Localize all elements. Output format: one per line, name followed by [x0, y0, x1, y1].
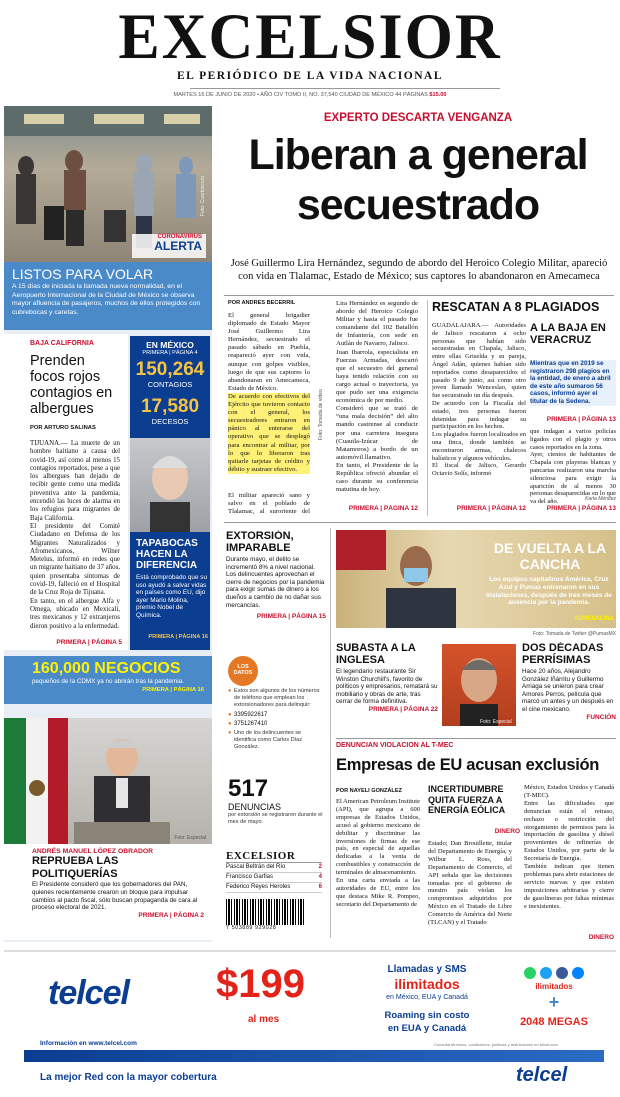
- bc-text: TIJUANA.— La muerte de un hombre haitiano a causa del covid-19, así como al menos 15 contagios reportados, pese a que los albergues han dejado de recibir gente como una medida preventiva ante la pandemia, encendió las luces de alarma en los refugios para migrantes de Baja California. El presidente del Comité Ciudadano en Defensa de los Migrantes Naturalizados y Afromexicanos, Wilner Metelus, informó en redes que un migrante haitiano de 37 años, quien presentaba síntomas de covid-19, falleció en el Hospital de la Cruz Roja de Tijuana. En tanto, en el albergue Alfa y Omega, ubicado en Mexicali, tres mexicanos y 12 extranjeros dieron positivo a la enfermedad.: [30, 440, 120, 630]
- dato2: ● Uno de los delincuentes se identifica como Carlos Díaz González.: [228, 730, 303, 750]
- masthead: [0, 0, 620, 104]
- amlo-credit: Foto: Especial: [174, 835, 206, 841]
- whatsapp-icon: [524, 967, 536, 979]
- ad-social: ilimitados: [535, 982, 573, 991]
- amlo-head: REPRUEBA LAS POLITIQUERÍAS: [32, 855, 119, 880]
- bc-section: BAJA CALIFORNIA: [30, 340, 94, 347]
- subasta-ref: PRIMERA | PÁGINA 22: [368, 705, 438, 713]
- columnist-name: Francisco Garfias: [226, 874, 274, 880]
- denuncias-num: 517: [228, 776, 269, 802]
- ad-info: Información en www.telcel.com: [40, 1040, 137, 1047]
- cancha-head: DE VUELTA A LA CANCHA: [493, 540, 607, 572]
- subasta-head: SUBASTA A LA INGLESA: [336, 642, 416, 666]
- extorsion-head: EXTORSIÓN, IMPARABLE: [226, 530, 294, 554]
- alerta-tag: CORONAVIRUS: [157, 234, 202, 240]
- telcel-ad: [4, 950, 616, 1094]
- dateline-text: MARTES 16 DE JUNIO DE 2020 • AÑO CIV TOMO II, NO. 37,540 CIUDAD DE MÉXICO 44 PÁGINAS: [173, 92, 428, 98]
- veracruz-ref2: PRIMERA | PÁGINA 13: [546, 505, 616, 512]
- bc-head: Prenden focos rojos contagios en albergues: [30, 353, 113, 417]
- mx-title: EN MÉXICO: [146, 340, 194, 350]
- plagiados-head: RESCATAN A 8 PLAGIADOS: [432, 300, 600, 314]
- subasta-text: El legendario restaurante Sir Winston Churchill's, favorito de políticos y empresarios, rematará su mobiliario y obras de arte, tras cerrar de forma definitiva.: [336, 668, 438, 706]
- amlo-ref: PRIMERA | PÁGINA 2: [138, 912, 204, 920]
- cancha-text: Los equipos capitalinos América, Cruz Azul y Pumas entrenaron en sus instalaciones, después de tres meses de ausencia por la pandemia.: [486, 576, 612, 607]
- columnist-row: [226, 883, 322, 893]
- veracruz-head: A LA BAJA EN VERACRUZ: [530, 322, 606, 346]
- decesos-num: 17,580: [140, 396, 200, 417]
- ad-slogan: La mejor Red con la mayor cobertura: [40, 1072, 217, 1083]
- molina-photo: [130, 438, 210, 532]
- tmec-col2: Estado; Dan Brouillette, titular del Departamento de Energía; y Wilbur L. Ross, del Departamento de Comercio, el API señala que las decisiones tomadas por el gobierno de nuestro país violan los compromisos adquiridos por México en el Tratado de Libre Comercio de América del Norte (TLCAN) y el Tratado: [428, 840, 512, 927]
- subasta: [336, 642, 438, 734]
- decadas: [522, 642, 616, 734]
- ad-megas: 2048 MEGAS: [520, 1016, 588, 1028]
- negocios-num: 160,000 NEGOCIOS: [32, 660, 181, 677]
- tmec-subref: DINERO: [494, 828, 520, 835]
- box-rows: [226, 863, 322, 893]
- decadas-head: DOS DÉCADAS PERRÍSIMAS: [522, 642, 604, 666]
- plagiados: [432, 300, 616, 516]
- contagios-num: 150,264: [135, 359, 205, 380]
- main-kicker: EXPERTO DESCARTA VENGANZA: [323, 112, 513, 124]
- ad-line3: en México, EUA y Canadá: [386, 994, 468, 1001]
- baja-california: [4, 334, 128, 650]
- facebook-icon: [556, 967, 568, 979]
- negocios-ref: PRIMERA | PÁGINA 16: [142, 687, 204, 693]
- plagiados-text: GUADALAJARA.— Autoridades de Jalisco rescataron a ocho personas que habían sido secuestradas en Chapala, Jalisco, entre ellas Griselda y su pareja, Ángel Adán, quienes habían sido reportados como desaparecidos el pasado 9 de junio, así como otro joven llamado Wenceslao, quien fue secuestrado un día después. De acuerdo con la Fiscalía del estado, tres personas fueron detenidas para indagar su participación en los hechos. Los plagiados fueron localizados en una finca, donde también se encontraron armas, chalecos balísticos y algunos vehículos. El fiscal de Jalisco, Gerardo Octavio Solís, informó: [432, 322, 526, 478]
- columnist-page: 2: [318, 864, 322, 870]
- masthead-title: EXCELSIOR: [118, 1, 502, 73]
- barcode-number: 7 503889 929028: [226, 925, 277, 931]
- main-byline: POR ANDRÉS BECERRIL: [228, 300, 296, 306]
- vuelo-text: A 15 días de iniciada la llamada nueva normalidad, en el Aeropuerto Internacional de la Ciudad de México se observa mayor afluencia de pasajeros, muchos de ellos protegidos con cubrebocas y caretas.: [12, 283, 201, 316]
- tapa-text: Está comprobado que su uso ayudó a salvar vidas en países como EU, dijo ayer Mario Molina, premio Nobel de Química.: [136, 574, 208, 619]
- ad-line4: Roaming sin costo: [384, 1010, 470, 1021]
- mx-ref: PRIMERA | PÁGINA 4: [142, 350, 198, 356]
- ad-price: $199: [216, 962, 305, 1006]
- vuelo-title: LISTOS PARA VOLAR: [12, 266, 154, 282]
- ad-band: [24, 1050, 604, 1062]
- columnist-name: Federico Reyes Heroles: [226, 884, 291, 890]
- denuncias-text: por extorsión se registraron durante el mes de mayo.: [228, 812, 323, 825]
- main-credit: Foto: Tomada de video: [318, 389, 324, 440]
- dateline: [0, 92, 620, 98]
- datos-list: [228, 688, 324, 776]
- tmec-section: DENUNCIAN VIOLACIÓN AL T-MEC: [336, 742, 454, 749]
- phone2: ● 3751267410: [228, 721, 268, 727]
- inarritu-photo: [442, 644, 516, 726]
- main-ref: PRIMERA | PÁGINA 12: [348, 505, 418, 512]
- tmec-subhead: INCERTIDUMBRE QUITA FUERZA A ENERGÍA EÓLICA: [428, 784, 506, 815]
- denuncias: [228, 776, 324, 836]
- tmec-ref: DINERO: [588, 934, 614, 941]
- tmec-head: Empresas de EU acusan exclusión: [336, 756, 600, 774]
- alerta-label: ALERTA: [154, 239, 202, 253]
- tmec-col3: México, Estados Unidos y Canadá (T-MEC). Entre las dificultades que denuncian están el retraso, rechazo o restricción del otorgamiento de permisos para la importación de gasolina y diésel provenientes de refinerías de Estados Unidos, por parte de la Secretaría de Energía. También indican que tienen problemas para abrir estaciones de servicio nuevas y que existen imposiciones arbitrarias y cierre de gasolineras por faltas mínimas e inexistentes.: [524, 784, 614, 910]
- ad-fine: Consulta términos, condiciones, políticas y restricciones en telcel.com: [434, 1042, 558, 1047]
- tapa-head: TAPABOCAS HACEN LA DIFERENCIA: [136, 538, 198, 571]
- decadas-ref: FUNCIÓN: [586, 713, 616, 721]
- columnist-page: 4: [318, 874, 322, 880]
- cancha-credit: Foto: Tomada de Twitter @PumasMX: [533, 631, 616, 637]
- main-col1-highlight: De acuerdo con efectivos del Ejército que tuvieron contacto con el general, los secuestradores entraron en pánico al enterarse del operativo que se desplegó para encontrar al militar, por lo que lo liberaron tras quitarle tarjetas de crédito y débito y sustraer efectivo.: [228, 392, 310, 473]
- barcode: [226, 899, 306, 925]
- negocios-text: pequeños de la CDMX ya no abrirán tras la pandemia.: [32, 678, 184, 685]
- veracruz-credit: Karla Méndez: [585, 496, 616, 502]
- amlo-text-block: [4, 844, 212, 940]
- tmec: [336, 742, 616, 942]
- columnist-row: [226, 873, 322, 883]
- extorsion-text: Durante mayo, el delito se incrementó 8% a nivel nacional. Los delincuentes aprovechan el cierre de negocios por la pandemia para exigir sumas de dinero a los dueños a cambio de no dañar sus mercancías.: [226, 556, 325, 609]
- airport-photo: [4, 106, 212, 262]
- ad-brand: telcel: [48, 974, 129, 1012]
- contagios-label: CONTAGIOS: [147, 380, 193, 389]
- veracruz-text2: que indagan a varios policías ligados con el plagio y otros casos reportados en la zona. Ayer, cientos de habitantes de Chapala con playeras blancas y pancartas realizaron una marcha silenciosa para exigir la aparición de al menos 30 personas desaparecidas en lo que va del año.: [530, 428, 616, 506]
- datos-badge-1: LOS: [237, 664, 249, 670]
- dato1: ● Éstos son algunos de los números de teléfono que emplean los extorsionadores para delinquir:: [228, 688, 320, 708]
- amlo-photo: [4, 718, 212, 844]
- los-datos-badge: [228, 656, 258, 686]
- tmec-col1: El American Petroleum Institute (API), que agrupa a 600 empresas de Estados Unidos, acusó al gobierno mexicano de debilitar y discriminar las inversiones de firmas de ese país, en especial de aquellas dedicadas a la venta de combustibles y construcción de terminales de almacenamiento. En una carta enviada a las autoridades de EU, entre los que destaca Mike R. Pompeo, secretario del Departamento de: [336, 798, 420, 908]
- amlo-name: ANDRÉS MANUEL LÓPEZ OBRADOR: [32, 848, 154, 855]
- listos-para-volar: [4, 262, 212, 330]
- columnist-name: Pascal Beltrán del Río: [226, 864, 286, 870]
- phone1: ● 3395922617: [228, 712, 268, 718]
- dato1-text: Éstos son algunos de los números de teléfono que emplean los extorsionadores para delinquir:: [234, 688, 320, 708]
- main-col2-text: Lira Hernández es segundo de abordo del Heroico Colegio Militar y hasta el pasado fue comandante del 102 Batallón de Infantería, con sede en Autlán de Navarro, Jalisco. Juan Ibarrola, especialista en Fuerzas Armadas, descartó que el secuestro del general haya tenido relación con su cargo actual o trayectoria, ya que pudo ser una exigencia económica de por medio. Consideró que se trató de “una mala decisión” del alto mando castrense al conducir por una carretera insegura (Cuautla-Izúcar de Matamoros) a bordo de un automóvil llamativo. En tanto, el Presidente de la República ofreció abundar el caso durante su conferencia matutina de hoy.: [336, 300, 418, 494]
- main-col1: [228, 300, 310, 516]
- columnist-page: 6: [318, 884, 322, 890]
- ad-line5: en EUA y Canadá: [387, 1023, 467, 1034]
- dato2-text: Uno de los delincuentes se identifica como Carlos Díaz González.: [234, 730, 303, 750]
- cancha-photo: [336, 530, 616, 628]
- plagiados-ref: PRIMERA | PÁGINA 12: [456, 505, 526, 512]
- columnistas-box: [226, 850, 322, 932]
- main-col2: [336, 300, 418, 516]
- veracruz-text1: Mientras que en 2019 se registraron 298 plagios en la entidad, de enero a abril de este año sumaron 56 casos, informó ayer el titular de la Sedena.: [530, 360, 616, 406]
- veracruz-ref1: PRIMERA | PÁGINA 13: [546, 416, 616, 423]
- bc-ref: PRIMERA | PÁGINA 5: [56, 639, 122, 646]
- extorsion: [226, 530, 326, 650]
- box-logo: EXCELSIOR: [226, 850, 322, 863]
- masthead-subtitle: EL PERIÓDICO DE LA VIDA NACIONAL: [176, 70, 443, 82]
- decesos-label: DECESOS: [151, 417, 189, 426]
- datos-badge-2: DATOS: [233, 670, 253, 676]
- main-headline: Liberan a general secuestrado: [248, 131, 588, 229]
- price: $15.00: [429, 92, 447, 98]
- ad-line2: ilimitados: [394, 976, 460, 992]
- cancha-ref: ADRENALINA: [574, 616, 614, 622]
- decadas-text: Hace 20 años, Alejandro González Iñárritu y Guillermo Arriaga se unieron para crear Amores Perros, película que marcó un antes y un después en el cine mexicano.: [522, 668, 614, 713]
- messenger-icon: [572, 967, 584, 979]
- main-col1-end: El militar apareció sano y salvo en el poblado de Tlalamac, al suroriente del: [228, 491, 310, 516]
- ad-plus: +: [548, 992, 560, 1012]
- phone2-text: 3751267410: [234, 721, 268, 727]
- phone1-text: 3395922617: [234, 712, 268, 718]
- en-mexico-box: [130, 336, 210, 650]
- alerta-badge: [132, 234, 206, 258]
- main-col1-text: El general brigadier diplomado de Estado Mayor José Guillermo Lira Hernández, secuestrado el pasado sábado en Puebla, reapareció ayer con vida, aunque con golpes visibles, luego de que sus captores lo abandonaran en Amecameca, Estado de México.: [228, 312, 310, 392]
- tapa-ref: PRIMERA | PÁGINA 16: [148, 634, 208, 640]
- bc-byline: POR ARTURO SALINAS: [30, 425, 96, 431]
- ad-line1: Llamadas y SMS: [387, 964, 467, 975]
- extorsion-ref: PRIMERA | PÁGINA 15: [256, 613, 326, 621]
- twitter-icon: [540, 967, 552, 979]
- columnist-row: [226, 863, 322, 873]
- decadas-credit: Foto: Especial: [480, 719, 512, 725]
- ad-brand2: telcel: [516, 1064, 568, 1086]
- denuncias-label: DENUNCIAS: [228, 802, 282, 812]
- amlo-text: El Presidente consideró que los gobernadores del PAN, quienes recientemente crearon un bloque para impulsar cambios al pacto fiscal, sólo buscan propaganda de cara al proceso electoral de 2021.: [32, 881, 198, 912]
- photo-credit: Foto: Cuartoscuro: [200, 175, 206, 216]
- ad-per: al mes: [248, 1014, 280, 1025]
- tmec-byline: POR NAYELI GONZÁLEZ: [336, 788, 402, 794]
- negocios-box: [4, 656, 212, 704]
- main-deck: José Guillermo Lira Hernández, segundo de abordo del Heroico Colegio Militar, apareció con vida en Tlalamac, Estado de México; sus captores lo abandonaron en Amecameca: [230, 258, 608, 282]
